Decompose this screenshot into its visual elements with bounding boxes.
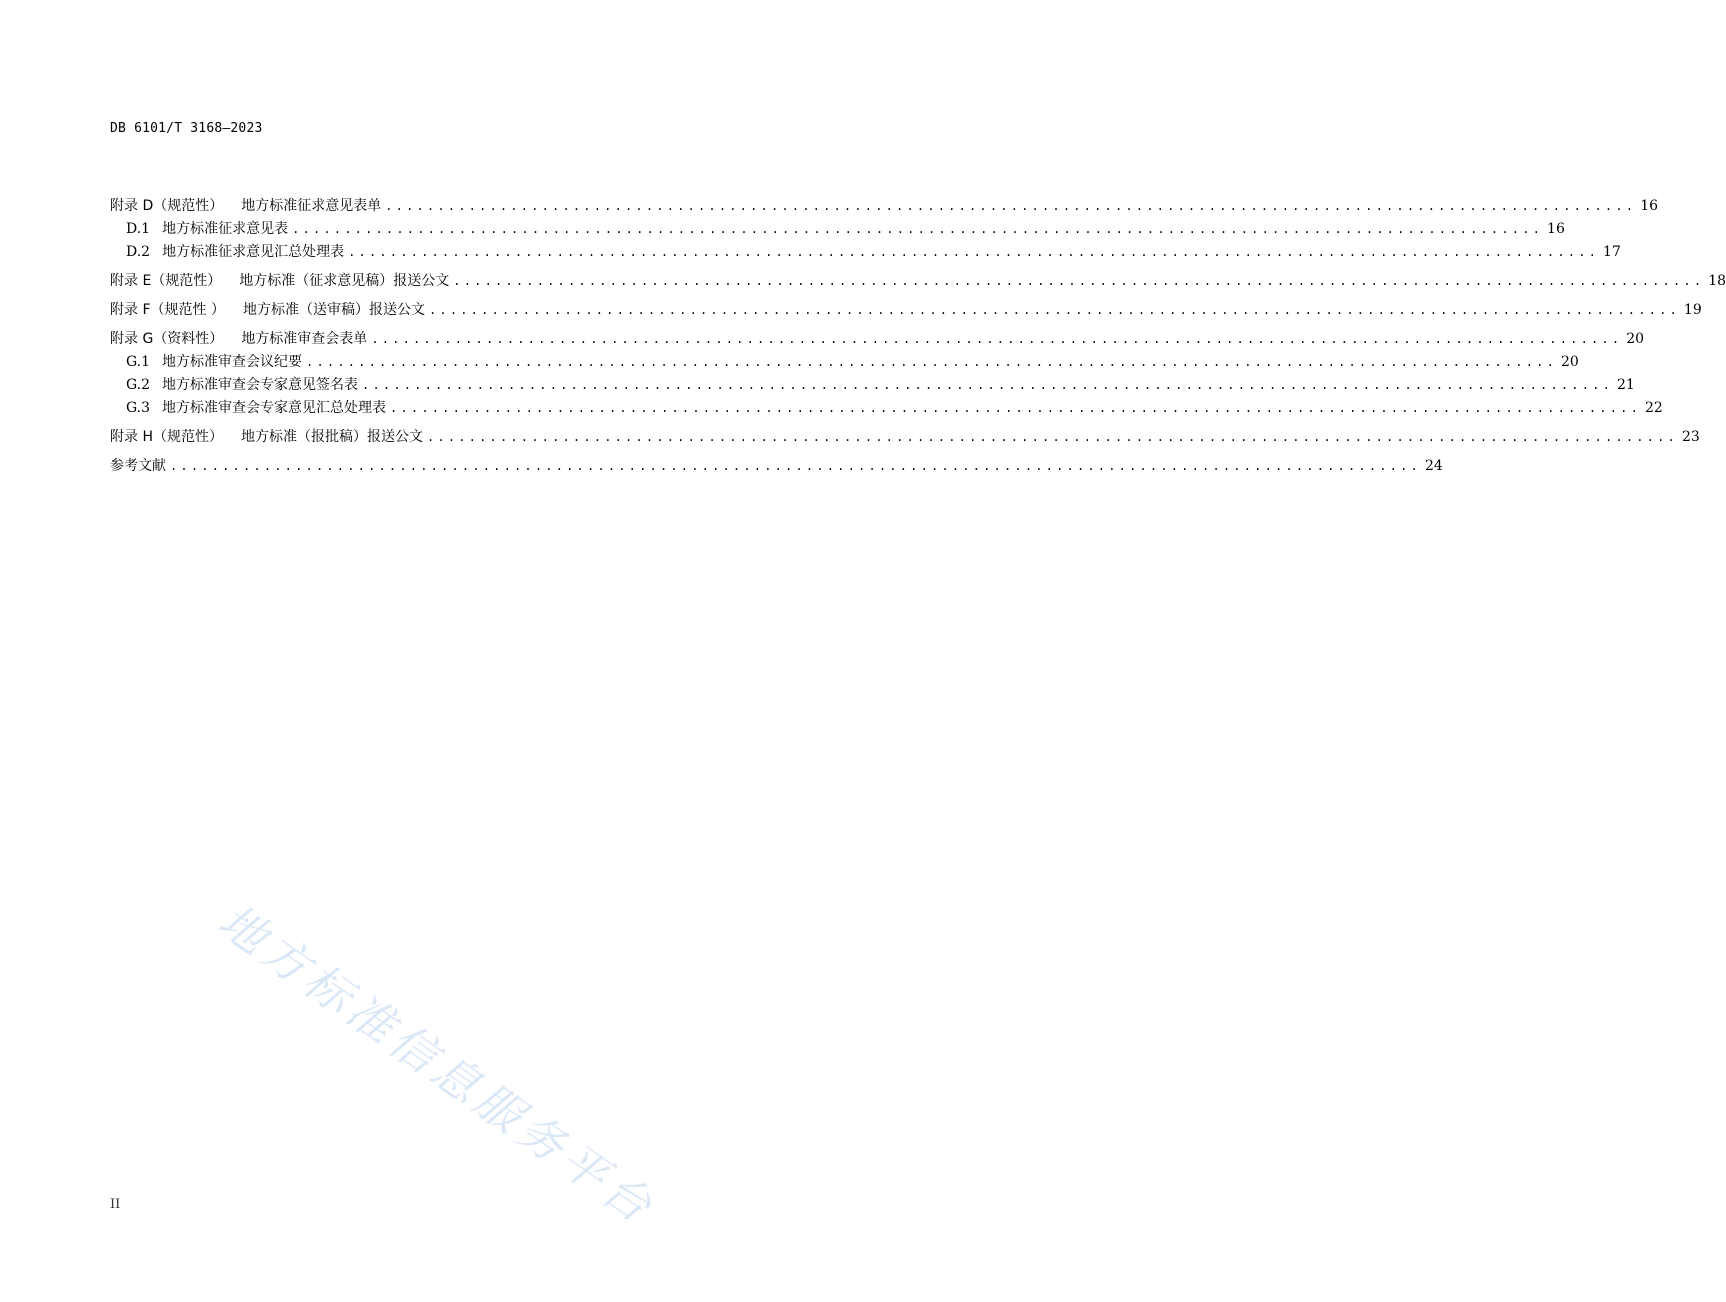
toc-entry-references[interactable] (110, 456, 1443, 477)
toc-page-number: 16 (1547, 221, 1565, 237)
toc-entry-g3[interactable] (110, 396, 1663, 419)
toc-page-number: 18 (1708, 273, 1726, 289)
leader-dots: ........................................................................................................................ (428, 303, 1680, 317)
leader-dots: ........................................................................................................................ (390, 401, 1641, 415)
toc-entry-appendix-d[interactable] (110, 196, 1659, 217)
leader-dots: ........................................................................................................................ (371, 332, 1623, 346)
leader-dots: ........................................................................................................................ (292, 222, 1544, 236)
toc-page-number: 24 (1424, 458, 1443, 474)
toc-page-number: 17 (1603, 244, 1621, 260)
toc-page-number: 22 (1645, 400, 1663, 416)
leader-dots: ........................................................................................................................ (362, 378, 1613, 392)
page-number: II (110, 1197, 121, 1212)
toc-entry-label: G.2 地方标准审查会专家意见签名表 (126, 377, 359, 393)
toc-entry-label: 参考文献 (110, 458, 166, 474)
toc-entry-g2[interactable] (110, 373, 1635, 396)
toc-entry-d1[interactable] (110, 217, 1565, 240)
toc-page-number: 20 (1626, 331, 1645, 347)
toc-entry-label: D.2 地方标准征求意见汇总处理表 (126, 244, 345, 260)
toc-entry-label: 附录 H（规范性） 地方标准（报批稿）报送公文 (110, 429, 423, 445)
toc-page-number: 16 (1640, 198, 1659, 214)
leader-dots: ........................................................................................................................ (348, 245, 1600, 259)
leader-dots: ........................................................................................................................ (385, 199, 1637, 213)
toc-page-number: 19 (1683, 302, 1702, 318)
toc-entry-appendix-g[interactable] (110, 329, 1645, 350)
toc-entry-appendix-e[interactable] (110, 271, 1726, 292)
toc-entry-label: G.3 地方标准审查会专家意见汇总处理表 (126, 400, 387, 416)
toc-entry-label: 附录 F（规范性 ） 地方标准（送审稿）报送公文 (110, 302, 425, 318)
leader-dots: ........................................................................................................................ (306, 355, 1557, 369)
toc-entry-label: G.1 地方标准审查会议纪要 (126, 354, 303, 370)
toc-page-number: 20 (1561, 354, 1579, 370)
table-of-contents (110, 196, 1726, 477)
leader-dots: ........................................................................................................................ (426, 430, 1678, 444)
toc-page-number: 21 (1617, 377, 1635, 393)
toc-entry-label: 附录 D（规范性） 地方标准征求意见表单 (110, 198, 382, 214)
leader-dots: ........................................................................................................................ (453, 274, 1705, 288)
toc-entry-label: 附录 G（资料性） 地方标准审查会表单 (110, 331, 368, 347)
toc-page-number: 23 (1681, 429, 1700, 445)
toc-entry-appendix-f[interactable] (110, 300, 1702, 321)
toc-entry-g1[interactable] (110, 350, 1579, 373)
document-number: DB 6101/T 3168—2023 (110, 121, 263, 136)
toc-entry-label: D.1 地方标准征求意见表 (126, 221, 289, 237)
toc-entry-appendix-h[interactable] (110, 427, 1700, 448)
leader-dots: ........................................................................................................................ (170, 459, 1421, 473)
toc-entry-d2[interactable] (110, 240, 1621, 263)
toc-entry-label: 附录 E（规范性） 地方标准（征求意见稿）报送公文 (110, 273, 450, 289)
watermark-text: 地方标准信息服务平台 (208, 893, 666, 1236)
